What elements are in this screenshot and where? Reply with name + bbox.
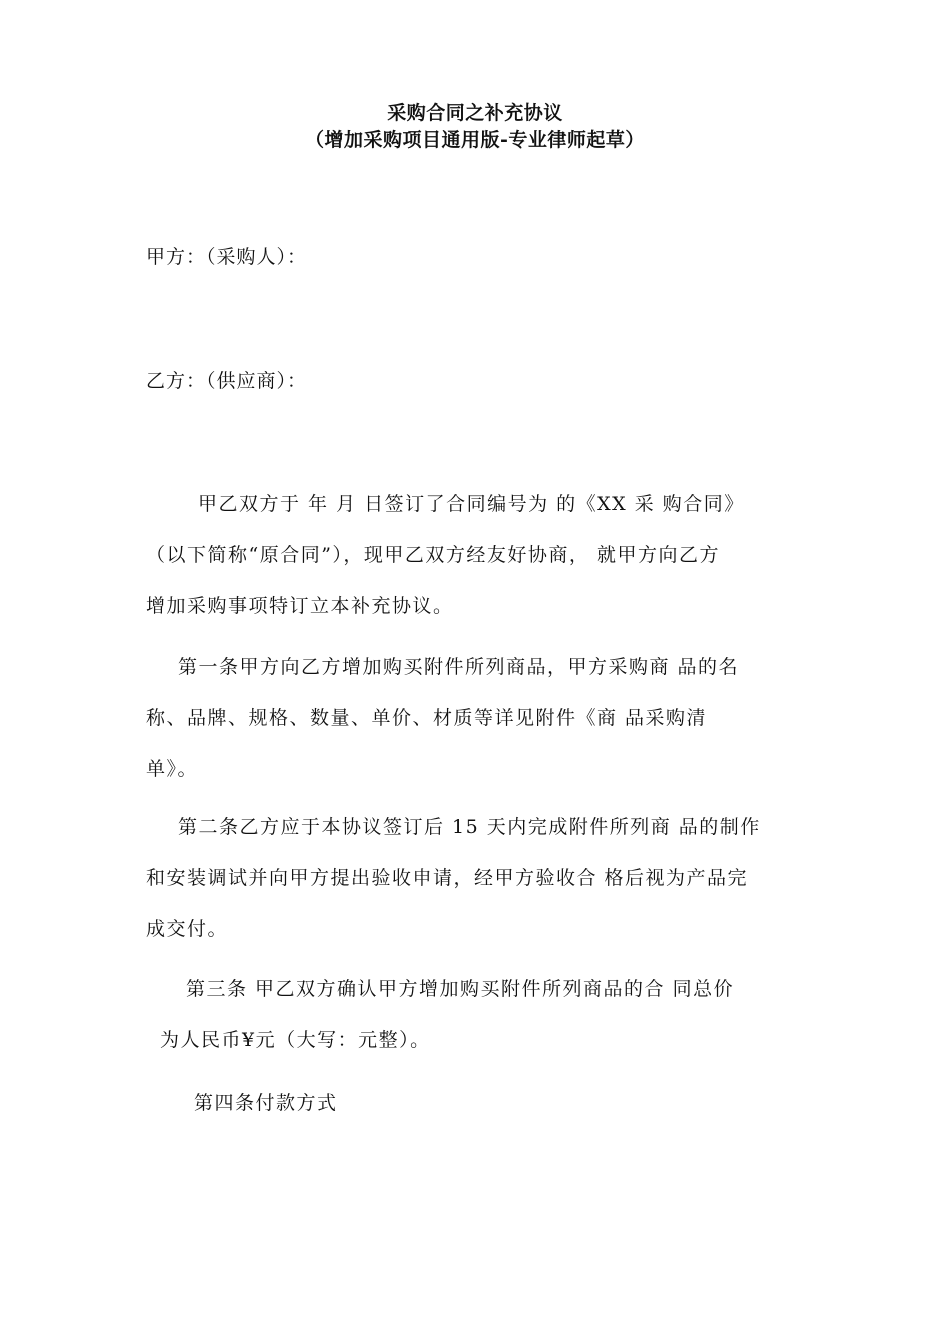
article-1-line-1: 第一条甲方向乙方增加购买附件所列商品，甲方采购商 品的名: [178, 656, 740, 678]
article-3-paragraph: [146, 964, 811, 1066]
article-2-paragraph: [146, 802, 811, 955]
article-3-line-1: 第三条 甲乙双方确认甲方增加购买附件所列商品的合 同总价: [186, 978, 735, 1000]
article-1-line-2: 称、品牌、规格、数量、单价、材质等详见附件《商 品采购清: [146, 707, 708, 729]
intro-line-2: （以下简称“原合同”），现甲乙双方经友好协商， 就甲方向乙方: [146, 544, 720, 566]
document-title: 采购合同之补充协议: [387, 102, 563, 124]
article-4-paragraph: [146, 1078, 811, 1129]
document-subtitle: （增加采购项目通用版-专业律师起草）: [305, 129, 645, 151]
article-3-line-2: 为人民币¥元（大写：元整）。: [160, 1029, 431, 1051]
article-2-line-2: 和安装调试并向甲方提出验收申请，经甲方验收合 格后视为产品完: [146, 867, 749, 889]
article-1-line-3: 单》。: [146, 758, 199, 780]
article-2-line-3: 成交付。: [146, 918, 229, 940]
article-1-paragraph: [146, 642, 811, 795]
title-block: [0, 100, 950, 154]
article-4-title: 第四条付款方式: [194, 1092, 338, 1114]
intro-line-3: 增加采购事项特订立本补充协议。: [146, 595, 454, 617]
intro-paragraph: [146, 479, 811, 632]
party-b-label: 乙方：（供应商）：: [146, 370, 308, 392]
party-a-label: 甲方：（采购人）：: [146, 246, 308, 268]
article-2-line-1: 第二条乙方应于本协议签订后 15 天内完成附件所列商 品的制作: [178, 816, 761, 838]
intro-line-1: 甲乙双方于 年 月 日签订了合同编号为 的《XX 采 购合同》: [198, 493, 745, 515]
